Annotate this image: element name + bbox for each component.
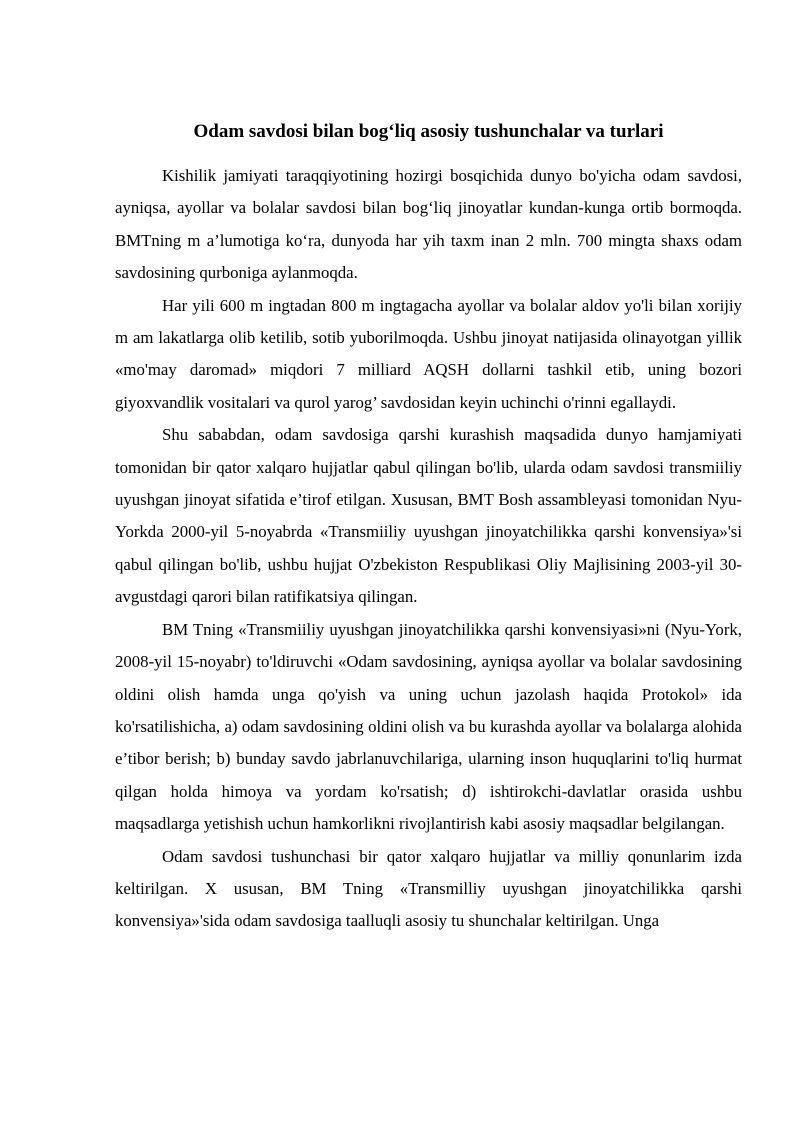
paragraph-5: Odam savdosi tushunchasi bir qator xalqaro hujjatlar va milliy qonunlarim izda keltirilgan. X ususan, BM Tning «Transmilliy uyushgan jinoyatchilikka qarshi konvensiya»'sida odam savdosiga taalluqli asosiy tu shunchalar keltirilgan. Unga xyxy=(115,846,742,931)
paragraph-1: Kishilik jamiyati taraqqiyotining hozirgi bosqichida dunyo bo'yicha odam savdosi, ayniqsa, ayollar va bolalar savdosi bilan bog‘liq jinoyatlar kundan-kunga ortib bormoqda. BMTning m a’lumotiga ko‘ra, dunyoda har yih taxm inan 2 mln. 700 mingta shaxs odam savdosining qurboniga aylanmoqda. xyxy=(115,166,742,283)
paragraph-2: Har yili 600 m ingtadan 800 m ingtagacha ayollar va bolalar aldov yo'li bilan xorijiy m am lakatlarga olib ketilib, sotib yuborilmoqda. Ushbu jinoyat natijasida olinayotgan yillik «mo'may daromad» miqdori 7 milliard AQSH dollarni tashkil etib, uning bozori giyoxvandlik vositalari va qurol yarog’ savdosidan keyin uchinchi o'rinni egallaydi. xyxy=(115,295,742,412)
document-title: Odam savdosi bilan bog‘liq asosiy tushunchalar va turlari xyxy=(193,121,664,142)
paragraph-3: Shu sababdan, odam savdosiga qarshi kurashish maqsadida dunyo hamjamiyati tomonidan bir qator xalqaro hujjatlar qabul qilingan bo'lib, ularda odam savdosi transmiiliy uyushgan jinoyat sifatida e’tirof etilgan. Xususan, BMT Bosh assambleyasi tomonidan Nyu-Yorkda 2000-yil 5-noyabrda «Transmiiliy uyushgan jinoyatchilikka qarshi konvensiya»'si qabul qilingan bo'lib, ushbu hujjat O'zbekiston Respublikasi Oliy Majlisining 2003-yil 30-avgustdagi qarori bilan ratifikatsiya qilingan. xyxy=(115,425,742,607)
paragraph-4: BM Tning «Transmiiliy uyushgan jinoyatchilikka qarshi konvensiyasi»ni (Nyu-York, 2008-yil 15-noyabr) to'ldiruvchi «Odam savdosining, ayniqsa ayollar va bolalar savdosining oldini olish hamda unga qo'yish va uning uchun jazolash haqida Protokol» ida ko'rsatilishicha, a) odam savdosining oldini olish va bu kurashda ayollar va bolalarga alohida e’tibor berish; b) bunday savdo jabrlanuvchilariga, ularning inson huquqlarini to'liq hurmat qilgan holda himoya va yordam ko'rsatish; d) ishtirokchi-davlatlar orasida ushbu maqsadlarga yetishish uchun hamkorlikni rivojlantirish kabi asosiy maqsadlar belgilangan. xyxy=(115,619,742,834)
